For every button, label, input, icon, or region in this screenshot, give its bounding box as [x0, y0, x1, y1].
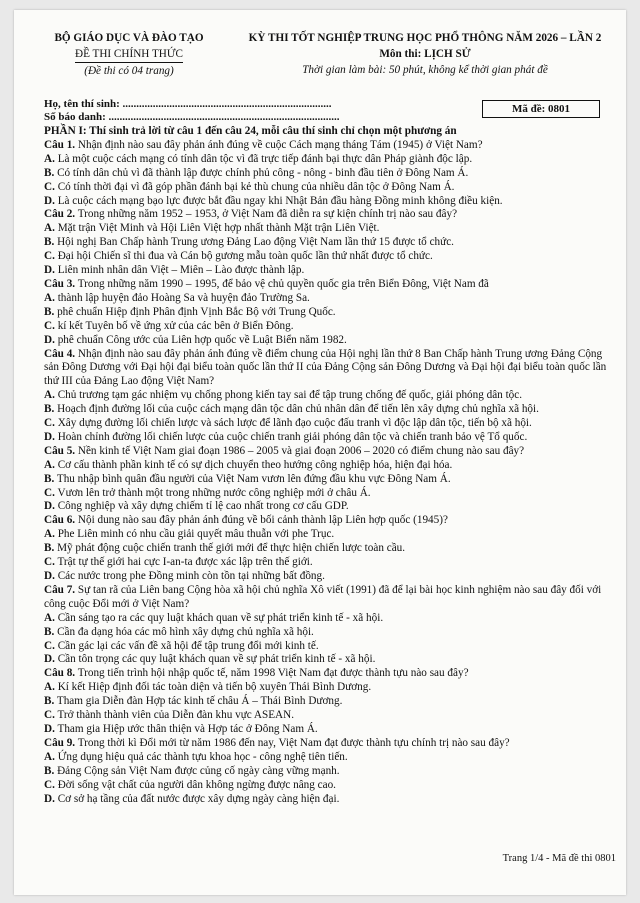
- question-stem: [44, 139, 612, 153]
- answer-option: [44, 570, 612, 584]
- option-text: Trở thành thành viên của Diễn đàn khu vực ASEAN.: [54, 709, 295, 722]
- answer-option: [44, 334, 612, 348]
- option-letter: A.: [44, 458, 55, 471]
- option-text: kí kết Tuyên bố về ứng xử của các bên ở Biển Đông.: [54, 319, 294, 332]
- option-text: phê chuẩn Hiệp định Phân định Vịnh Bắc Bộ với Trung Quốc.: [54, 305, 336, 318]
- answer-option: [44, 556, 612, 570]
- option-text: Là cuộc cách mạng bạo lực được bắt đầu ngay khi Nhật Bản đầu hàng Đồng minh không điều kiện.: [54, 194, 503, 207]
- option-letter: B.: [44, 236, 55, 249]
- option-text: Liên minh nhân dân Việt – Miên – Lào được thành lập.: [54, 264, 305, 277]
- option-letter: A.: [44, 291, 55, 304]
- option-text: Có tính dân chủ vì đã thành lập được chính phủ công - nông - binh đầu tiên ở Đông Nam Á.: [54, 166, 469, 179]
- option-letter: D.: [44, 194, 55, 207]
- option-letter: A.: [44, 222, 55, 235]
- question-stem: [44, 584, 612, 612]
- option-text: Đảng Cộng sản Việt Nam được củng cố ngày càng vững mạnh.: [54, 764, 340, 777]
- question-text: Nhận định nào sau đây phản ánh đúng về điểm chung của Hội nghị lần thứ 8 Ban Chấp hành Trung ương Đảng Cộng sản Đông Dương với Đại hội đại biểu toàn quốc lần thứ II của Đảng Cộng sản Đông Dương và Đại hội đại biểu toàn quốc lần thứ III của Đảng Lao động Việt Nam?: [44, 347, 607, 388]
- option-letter: B.: [44, 305, 55, 318]
- option-text: Hoạch định đường lối của cuộc cách mạng dân tộc dân chủ nhân dân để tiến lên xây dựng chủ nghĩa xã hội.: [54, 403, 539, 416]
- option-text: Ứng dụng hiệu quả các thành tựu khoa học - công nghệ tiên tiến.: [54, 750, 348, 763]
- option-text: Trật tự thế giới hai cực I-an-ta được xác lập trên thế giới.: [54, 556, 313, 569]
- question-number: Câu 8.: [44, 667, 76, 680]
- option-letter: B.: [44, 764, 55, 777]
- option-letter: D.: [44, 570, 55, 582]
- question-number: Câu 7.: [44, 583, 76, 596]
- question-stem: [44, 348, 612, 390]
- time-note: Thời gian làm bài: 50 phút, không kể thời gian phát đề: [302, 64, 548, 76]
- option-letter: D.: [44, 430, 55, 443]
- answer-option: [44, 793, 612, 807]
- option-text: Vươn lên trở thành một trong những nước công nghiệp mới ở châu Á.: [54, 486, 371, 499]
- question-list: [44, 139, 612, 807]
- option-letter: D.: [44, 500, 55, 513]
- option-text: Tham gia Diễn đàn Hợp tác kinh tế châu Á – Thái Bình Dương.: [54, 695, 343, 708]
- option-letter: A.: [44, 681, 55, 694]
- question-number: Câu 3.: [44, 277, 76, 290]
- answer-option: [44, 779, 612, 793]
- option-text: Tham gia Hiệp ước thân thiện và Hợp tác ở Đông Nam Á.: [54, 722, 318, 735]
- option-text: Mặt trận Việt Minh và Hội Liên Việt hợp nhất thành Mặt trận Liên Việt.: [54, 222, 380, 235]
- answer-option: [44, 222, 612, 236]
- option-letter: B.: [44, 625, 55, 638]
- option-text: Hội nghị Ban Chấp hành Trung ương Đảng Lao động Việt Nam lần thứ 15 được tổ chức.: [54, 236, 454, 249]
- part-title: PHẦN I: Thí sinh trả lời từ câu 1 đến câu 24, mỗi câu thí sinh chỉ chọn một phương án: [44, 125, 457, 137]
- answer-option: [44, 264, 612, 278]
- option-letter: A.: [44, 152, 55, 165]
- answer-option: [44, 640, 612, 654]
- question-text: Trong những năm 1990 – 1995, để bảo vệ chủ quyền quốc gia trên Biển Đông, Việt Nam đã: [75, 277, 489, 290]
- option-letter: B.: [44, 472, 55, 485]
- option-text: Cơ cấu thành phần kinh tế có sự dịch chuyển theo hướng công nghiệp hóa, hiện đại hóa.: [54, 458, 453, 471]
- option-letter: B.: [44, 542, 55, 555]
- answer-option: [44, 153, 612, 167]
- answer-option: [44, 542, 612, 556]
- option-letter: A.: [44, 750, 55, 763]
- question-text: Nền kinh tế Việt Nam giai đoạn 1986 – 2005 và giai đoạn 2006 – 2020 có điểm chung nào sau đây?: [75, 444, 525, 457]
- option-text: Đời sống vật chất của người dân không ngừng được nâng cao.: [54, 778, 336, 791]
- subject-label: Môn thi: LỊCH SỬ: [379, 48, 471, 60]
- answer-option: [44, 459, 612, 473]
- question-text: Trong những năm 1952 – 1953, ở Việt Nam đã diễn ra sự kiện chính trị nào sau đây?: [75, 208, 458, 221]
- option-letter: C.: [44, 709, 55, 722]
- option-letter: C.: [44, 180, 55, 193]
- option-text: Xây dựng đường lối chiến lược và sách lược để lãnh đạo cuộc đấu tranh vì độc lập dân tộc, tiến bộ xã hội.: [54, 417, 532, 430]
- candidate-name-line: Họ, tên thí sinh: ............................................................................: [44, 98, 332, 110]
- answer-option: [44, 389, 612, 403]
- question-number: Câu 5.: [44, 444, 76, 457]
- option-text: Cần sáng tạo ra các quy luật khách quan về sự phát triển kinh tế - xã hội.: [54, 611, 384, 624]
- answer-option: [44, 695, 612, 709]
- question-number: Câu 6.: [44, 514, 76, 527]
- question-stem: [44, 667, 612, 681]
- official-label: ĐỀ THI CHÍNH THỨC: [75, 46, 183, 63]
- header-right: [240, 30, 610, 78]
- option-text: phê chuẩn Công ước của Liên hợp quốc về Luật Biển năm 1982.: [54, 333, 347, 346]
- question-stem: [44, 278, 612, 292]
- option-letter: B.: [44, 403, 55, 416]
- option-letter: C.: [44, 556, 55, 569]
- option-text: Mỹ phát động cuộc chiến tranh thế giới mới để thực hiện chiến lược toàn cầu.: [54, 542, 406, 555]
- option-letter: D.: [44, 722, 55, 735]
- page-footer: Trang 1/4 - Mã đề thi 0801: [502, 853, 616, 864]
- exam-code-box: Mã đề: 0801: [482, 100, 600, 118]
- question-text: Nội dung nào sau đây phản ánh đúng về bối cảnh thành lập Liên hợp quốc (1945)?: [75, 514, 448, 527]
- answer-option: [44, 723, 612, 737]
- option-letter: D.: [44, 333, 55, 346]
- option-letter: C.: [44, 486, 55, 499]
- answer-option: [44, 195, 612, 209]
- answer-option: [44, 292, 612, 306]
- answer-option: [44, 681, 612, 695]
- candidate-info: [44, 98, 404, 124]
- option-text: Đại hội Chiến sĩ thi đua và Cán bộ gương mẫu toàn quốc lần thứ nhất được tổ chức.: [54, 250, 433, 263]
- exam-title: KỲ THI TỐT NGHIỆP TRUNG HỌC PHỔ THÔNG NĂM 2026 – LẦN 2: [248, 32, 602, 44]
- option-text: Cơ sở hạ tầng của đất nước được xây dựng ngày càng hiện đại.: [54, 792, 340, 805]
- option-letter: C.: [44, 319, 55, 332]
- ministry-name: BỘ GIÁO DỤC VÀ ĐÀO TẠO: [54, 32, 204, 44]
- question-number: Câu 9.: [44, 736, 76, 749]
- answer-option: [44, 417, 612, 431]
- answer-option: [44, 528, 612, 542]
- answer-option: [44, 612, 612, 626]
- option-letter: D.: [44, 792, 55, 805]
- answer-option: [44, 487, 612, 501]
- option-text: Cần gác lại các vấn đề xã hội để tập trung đổi mới kinh tế.: [54, 639, 319, 652]
- option-letter: A.: [44, 611, 55, 624]
- option-letter: D.: [44, 653, 55, 666]
- answer-option: [44, 236, 612, 250]
- question-stem: [44, 445, 612, 459]
- option-letter: A.: [44, 389, 55, 402]
- option-text: Cần tôn trọng các quy luật khách quan về sự phát triển kinh tế - xã hội.: [54, 653, 376, 666]
- answer-option: [44, 431, 612, 445]
- option-letter: C.: [44, 417, 55, 430]
- option-text: Phe Liên minh có nhu cầu giải quyết mâu thuẫn với phe Trục.: [54, 528, 335, 541]
- question-stem: [44, 208, 612, 222]
- answer-option: [44, 653, 612, 667]
- question-number: Câu 4.: [44, 347, 76, 360]
- question-text: Nhận định nào sau đây phản ánh đúng về cuộc Cách mạng tháng Tám (1945) ở Việt Nam?: [75, 138, 483, 151]
- option-letter: C.: [44, 250, 55, 263]
- answer-option: [44, 751, 612, 765]
- option-text: Là một cuộc cách mạng có tính dân tộc vì đã trực tiếp đánh bại thực dân Pháp giành độc lập.: [54, 152, 473, 165]
- answer-option: [44, 709, 612, 723]
- option-text: Công nghiệp và xây dựng chiếm tỉ lệ cao nhất trong cơ cấu GDP.: [54, 500, 349, 513]
- option-letter: C.: [44, 639, 55, 652]
- answer-option: [44, 306, 612, 320]
- question-number: Câu 2.: [44, 208, 76, 221]
- option-text: Chủ trương tạm gác nhiệm vụ chống phong kiến tay sai để tập trung chống đế quốc, giải phóng dân tộc.: [54, 389, 523, 402]
- option-letter: B.: [44, 695, 55, 708]
- option-text: Có tính thời đại vì đã góp phần đánh bại kẻ thù chung của nhiều dân tộc ở Đông Nam Á.: [54, 180, 455, 193]
- question-text: Sự tan rã của Liên bang Cộng hòa xã hội chủ nghĩa Xô viết (1991) đã để lại bài học kinh nghiệm nào sau đây đối với công cuộc Đổi mới ở Việt Nam?: [44, 583, 602, 610]
- questions-section: [44, 125, 612, 806]
- option-text: Kí kết Hiệp định đối tác toàn diện và tiến bộ xuyên Thái Bình Dương.: [54, 681, 372, 694]
- answer-option: [44, 500, 612, 514]
- question-stem: [44, 514, 612, 528]
- option-letter: A.: [44, 528, 55, 541]
- question-number: Câu 1.: [44, 138, 76, 151]
- header-left: [44, 30, 214, 79]
- answer-option: [44, 473, 612, 487]
- answer-option: [44, 403, 612, 417]
- candidate-id-line: Số báo danh: ....................................................................................: [44, 111, 340, 123]
- answer-option: [44, 250, 612, 264]
- answer-option: [44, 765, 612, 779]
- answer-option: [44, 181, 612, 195]
- option-text: Hoàn chỉnh đường lối chiến lược của cuộc chiến tranh giải phóng dân tộc và chiến tranh bảo vệ Tổ quốc.: [54, 430, 528, 443]
- option-letter: B.: [44, 166, 55, 179]
- answer-option: [44, 626, 612, 640]
- exam-page: [14, 10, 626, 895]
- question-text: Trong thời kì Đổi mới từ năm 1986 đến nay, Việt Nam đạt được thành tựu chính trị nào sau đây?: [75, 736, 510, 749]
- question-text: Trong tiến trình hội nhập quốc tế, năm 1998 Việt Nam đạt được thành tựu nào sau đây?: [75, 667, 469, 680]
- option-text: Thu nhập bình quân đầu người của Việt Nam vươn lên đứng đầu khu vực Đông Nam Á.: [54, 472, 451, 485]
- option-letter: C.: [44, 778, 55, 791]
- option-text: thành lập huyện đảo Hoàng Sa và huyện đảo Trường Sa.: [54, 291, 310, 304]
- answer-option: [44, 167, 612, 181]
- pages-note: (Đề thi có 04 trang): [84, 65, 174, 77]
- option-letter: D.: [44, 264, 55, 277]
- question-stem: [44, 737, 612, 751]
- answer-option: [44, 320, 612, 334]
- option-text: Cần đa dạng hóa các mô hình xây dựng chủ nghĩa xã hội.: [54, 625, 314, 638]
- option-text: Các nước trong phe Đồng minh còn tồn tại những bất đồng.: [54, 570, 325, 582]
